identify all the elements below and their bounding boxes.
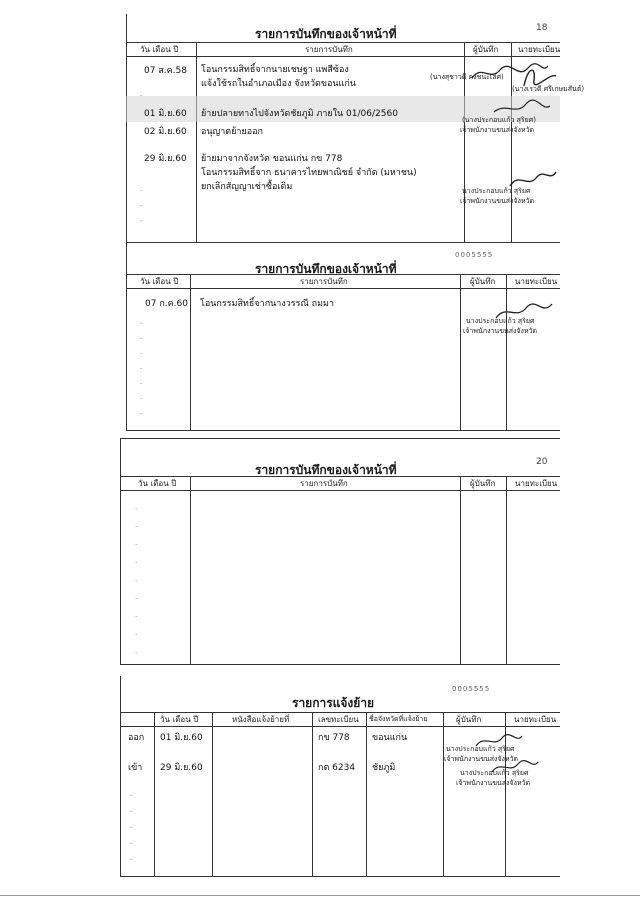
page-number: 20 <box>536 457 548 467</box>
signature-icon <box>490 756 540 776</box>
col-divider <box>212 712 213 876</box>
col-divider <box>190 274 191 430</box>
col-divider <box>154 712 155 876</box>
row-marker: . <box>135 575 138 583</box>
registrar-name: (นางเรวดี ศรีเกษมสันต์) <box>512 85 585 93</box>
recorder-title: เจ้าพนักงานขนส่งจังหวัด <box>460 126 535 134</box>
row-marker: . <box>140 90 143 98</box>
col-divider <box>464 42 465 242</box>
header-reg: เลขทะเบียน <box>318 715 359 724</box>
row-marker: . <box>140 333 143 341</box>
row-marker: . <box>130 838 133 846</box>
row-date: 29 มิ.ย.60 <box>144 154 187 164</box>
header-registrar: นายทะเบียน <box>518 45 561 54</box>
signature-icon <box>520 64 560 90</box>
table-bottom-border <box>126 242 560 243</box>
table-bottom-border <box>120 876 560 877</box>
row-date: 02 มิ.ย.60 <box>144 127 187 137</box>
row-marker: . <box>130 790 133 798</box>
row-date: 01 มิ.ย.60 <box>144 109 187 119</box>
recorder-name: (นางประกอบแก้ว สุริยศ) <box>462 116 536 124</box>
header-bottom-border <box>126 288 560 289</box>
header-recorder: ผู้บันทึก <box>470 479 496 488</box>
row-date: 29 มิ.ย.60 <box>160 763 203 773</box>
row-marker: . <box>140 348 143 356</box>
row-reg: กข 778 <box>318 733 350 743</box>
row-entry-line: อนุญาตย้ายออก <box>201 127 263 137</box>
recorder-name: นางประกอบแก้ว สุริยศ <box>462 187 531 195</box>
header-registrar: นายทะเบียน <box>515 277 558 286</box>
section-title: รายการบันทึกของเจ้าหน้าที่ <box>255 463 397 477</box>
col-divider <box>460 476 461 664</box>
row-marker: . <box>135 539 138 547</box>
row-marker: . <box>135 503 138 511</box>
recorder-name: นางประกอบแก้ว สุริยศ <box>460 769 529 777</box>
sheet-top-edge <box>120 438 560 439</box>
col-divider <box>443 712 444 876</box>
recorder-name: (นางสุชาวดี คงชนะเลิศ) <box>430 73 504 81</box>
header-bottom-border <box>120 726 560 727</box>
recorder-name: นางประกอบแก้ว สุริยศ <box>446 745 515 753</box>
row-marker: . <box>130 854 133 862</box>
col-divider <box>196 42 197 242</box>
row-marker: . <box>140 393 143 401</box>
table-top-border <box>120 712 560 713</box>
section-title: รายการบันทึกของเจ้าหน้าที่ <box>255 262 397 276</box>
header-bottom-border <box>120 490 560 491</box>
transfer-type: เข้า <box>128 763 143 773</box>
table-top-border <box>120 476 560 477</box>
row-marker: . <box>140 200 143 208</box>
row-marker: . <box>140 318 143 326</box>
stamp-number: 0005555 <box>455 251 494 259</box>
header-recorder: ผู้บันทึก <box>473 45 499 54</box>
header-doc: หนังสือแจ้งย้ายที่ <box>232 715 290 724</box>
col-divider <box>506 476 507 664</box>
header-date: วัน เดือน ปี <box>140 277 179 286</box>
left-border <box>120 438 121 664</box>
row-province: ชัยภูมิ <box>372 763 396 773</box>
header-date: วัน เดือน ปี <box>160 715 199 724</box>
header-date: วัน เดือน ปี <box>140 45 179 54</box>
row-entry-line: ยกเลิกสัญญาเช่าซื้อเดิม <box>201 182 293 192</box>
left-border <box>126 232 127 430</box>
section-title: รายการแจ้งย้าย <box>292 696 375 710</box>
header-bottom-border <box>126 56 560 57</box>
header-recorder: ผู้บันทึก <box>470 277 496 286</box>
recorder-name: นางประกอบแก้ว สุริยศ <box>466 317 535 325</box>
row-entry-line: โอนกรรมสิทธิ์จาก ธนาคารไทยพาณิชย์ จำกัด (มหาชน) <box>201 168 417 178</box>
row-reg: กต 6234 <box>318 763 356 773</box>
stamp-number: 0005555 <box>452 685 491 693</box>
row-marker: . <box>135 593 138 601</box>
signature-icon <box>492 96 552 120</box>
row-marker: . <box>140 408 143 416</box>
row-marker: . <box>130 822 133 830</box>
header-registrar: นายทะเบียน <box>515 479 558 488</box>
row-date: 01 มิ.ย.60 <box>160 733 203 743</box>
recorder-title: เจ้าพนักงานขนส่งจังหวัด <box>463 327 538 335</box>
row-marker: . <box>135 557 138 565</box>
table-top-border <box>126 42 560 43</box>
row-date: 07 ส.ค.58 <box>144 66 188 76</box>
table-bottom-border <box>120 664 560 665</box>
row-marker: . <box>130 806 133 814</box>
recorder-title: เจ้าพนักงานขนส่งจังหวัด <box>456 779 531 787</box>
left-border <box>120 676 121 876</box>
row-marker: . <box>140 363 143 371</box>
header-entry: รายการบันทึก <box>300 277 348 286</box>
table-top-border <box>126 274 560 275</box>
col-divider <box>312 712 313 876</box>
row-marker: . <box>140 215 143 223</box>
section-title: รายการบันทึกของเจ้าหน้าที่ <box>255 27 397 41</box>
recorder-title: เจ้าพนักงานขนส่งจังหวัด <box>444 755 519 763</box>
page-number: 18 <box>536 23 548 33</box>
row-marker: . <box>135 521 138 529</box>
header-entry: รายการบันทึก <box>300 479 348 488</box>
recorder-title: เจ้าพนักงานขนส่งจังหวัด <box>460 197 535 205</box>
row-marker: . <box>135 629 138 637</box>
row-entry-line: ย้ายปลายทางไปจังหวัดชัยภูมิ ภายใน 01/06/2560 <box>201 109 398 119</box>
row-entry-line: โอนกรรมสิทธิ์จากนายเชษฐา แพสีซ้อง <box>201 65 349 75</box>
row-marker: . <box>135 611 138 619</box>
row-marker: . <box>140 185 143 193</box>
signature-icon <box>474 730 524 750</box>
col-divider <box>190 476 191 664</box>
row-entry-line: โอนกรรมสิทธิ์จากนางวรรณี ถมมา <box>200 299 335 309</box>
left-border <box>126 14 127 242</box>
col-divider <box>366 712 367 876</box>
col-divider <box>460 274 461 430</box>
header-entry: รายการบันทึก <box>305 45 353 54</box>
signature-icon <box>508 168 558 192</box>
row-entry-line: แจ้งใช้รถในอำเภอเมือง จังหวัดขอนแก่น <box>201 79 356 89</box>
row-province: ขอนแก่น <box>372 733 408 743</box>
row-marker: . <box>140 378 143 386</box>
header-date: วัน เดือน ปี <box>138 479 177 488</box>
row-marker: . <box>135 647 138 655</box>
signature-icon <box>494 298 554 324</box>
header-registrar: นายทะเบียน <box>514 715 557 724</box>
header-recorder: ผู้บันทึก <box>456 715 482 724</box>
transfer-type: ออก <box>128 733 145 743</box>
table-bottom-border <box>126 430 560 431</box>
header-province: ชื่อจังหวัดที่แจ้งย้าย <box>369 715 428 723</box>
row-date: 07 ก.ค.60 <box>145 299 188 309</box>
page-bottom-edge <box>0 895 640 896</box>
row-entry-line: ย้ายมาจากจังหวัด ขอนแก่น กข 778 <box>201 154 343 164</box>
